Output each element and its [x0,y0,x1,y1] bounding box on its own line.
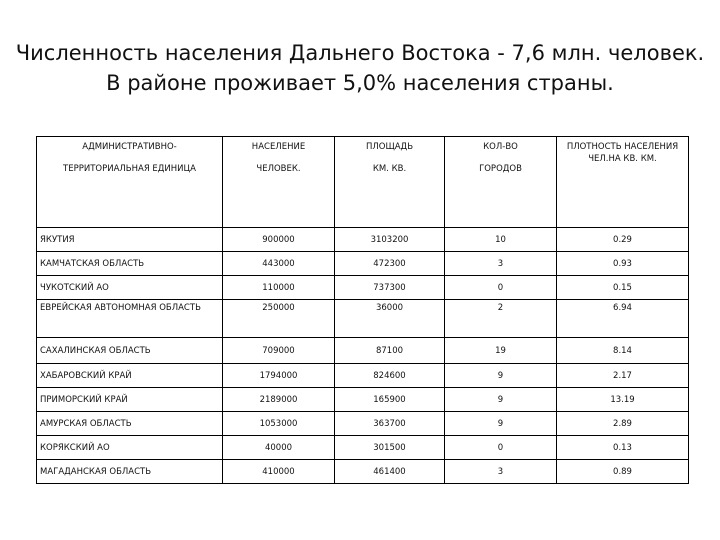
cell-area: 737300 [335,276,445,300]
header-population-line1: НАСЕЛЕНИЕ [251,142,306,152]
cell-name: КОРЯКСКИЙ АО [37,436,223,460]
header-population [223,137,335,228]
table-header-row [37,137,689,228]
header-cities [445,137,557,228]
cell-name: КАМЧАТСКАЯ ОБЛАСТЬ [37,252,223,276]
table-row [37,364,689,388]
slide-title [0,38,720,98]
cell-area: 36000 [335,300,445,338]
cell-cities: 9 [445,364,557,388]
table-row [37,300,689,338]
cell-population: 40000 [223,436,335,460]
header-area-line2: КМ. КВ. [372,164,407,174]
table-row [37,412,689,436]
title-line-2: В районе проживает 5,0% населения страны. [106,71,614,95]
cell-density: 0.29 [557,228,689,252]
table-row [37,338,689,364]
cell-cities: 0 [445,436,557,460]
cell-cities: 9 [445,412,557,436]
cell-population: 1794000 [223,364,335,388]
cell-area: 87100 [335,338,445,364]
cell-cities: 0 [445,276,557,300]
table-row [37,252,689,276]
header-population-line2: ЧЕЛОВЕК. [256,164,301,174]
header-unit-line1: АДМИНИСТРАТИВНО- [82,142,177,152]
header-density-line1: ПЛОТНОСТЬ НАСЕЛЕНИЯ ЧЕЛ.НА КВ. КМ. [566,142,679,164]
cell-area: 824600 [335,364,445,388]
table-row [37,276,689,300]
header-cities-line1: КОЛ-ВО [483,142,518,152]
cell-density: 0.15 [557,276,689,300]
header-area [335,137,445,228]
header-unit [37,137,223,228]
cell-cities: 2 [445,300,557,338]
cell-name: ЯКУТИЯ [37,228,223,252]
cell-density: 2.89 [557,412,689,436]
cell-name: ХАБАРОВСКИЙ КРАЙ [37,364,223,388]
cell-name: САХАЛИНСКАЯ ОБЛАСТЬ [37,338,223,364]
cell-density: 0.13 [557,436,689,460]
cell-name: ЕВРЕЙСКАЯ АВТОНОМНАЯ ОБЛАСТЬ [37,300,223,338]
cell-density: 0.89 [557,460,689,484]
cell-area: 363700 [335,412,445,436]
cell-cities: 19 [445,338,557,364]
header-density [557,137,689,228]
cell-cities: 3 [445,252,557,276]
cell-cities: 9 [445,388,557,412]
cell-population: 410000 [223,460,335,484]
cell-density: 0.93 [557,252,689,276]
cell-area: 165900 [335,388,445,412]
cell-density: 2.17 [557,364,689,388]
cell-name: ЧУКОТСКИЙ АО [37,276,223,300]
cell-density: 6.94 [557,300,689,338]
table-row [37,436,689,460]
table-row [37,388,689,412]
cell-name: МАГАДАНСКАЯ ОБЛАСТЬ [37,460,223,484]
header-area-line1: ПЛОЩАДЬ [365,142,414,152]
cell-area: 3103200 [335,228,445,252]
cell-population: 900000 [223,228,335,252]
cell-population: 709000 [223,338,335,364]
cell-area: 461400 [335,460,445,484]
header-unit-line2: ТЕРРИТОРИАЛЬНАЯ ЕДИНИЦА [63,164,196,174]
cell-density: 8.14 [557,338,689,364]
cell-name: АМУРСКАЯ ОБЛАСТЬ [37,412,223,436]
cell-cities: 10 [445,228,557,252]
cell-density: 13.19 [557,388,689,412]
cell-population: 250000 [223,300,335,338]
title-line-1: Численность населения Дальнего Востока - 7,6 млн. человек. [15,41,705,65]
header-cities-line2: ГОРОДОВ [479,164,522,174]
table-row [37,228,689,252]
cell-area: 472300 [335,252,445,276]
cell-population: 110000 [223,276,335,300]
population-table [36,136,689,484]
cell-population: 2189000 [223,388,335,412]
table-row [37,460,689,484]
cell-population: 1053000 [223,412,335,436]
cell-population: 443000 [223,252,335,276]
cell-cities: 3 [445,460,557,484]
cell-area: 301500 [335,436,445,460]
cell-name: ПРИМОРСКИЙ КРАЙ [37,388,223,412]
